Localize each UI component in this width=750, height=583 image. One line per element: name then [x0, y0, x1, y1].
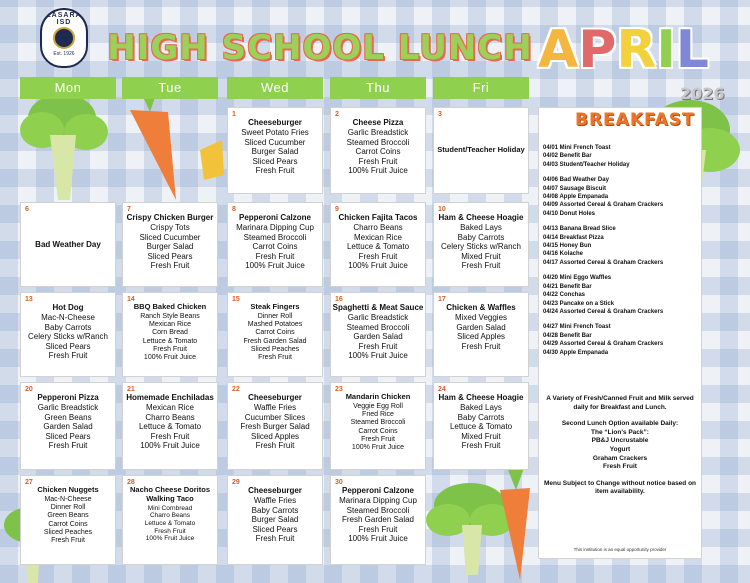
date-number: 15: [232, 296, 240, 303]
date-number: 14: [127, 296, 135, 303]
entree-title: BBQ Baked Chicken: [133, 302, 207, 311]
menu-item: Fresh Fruit: [51, 537, 85, 545]
breakfast-item: 04/03 Student/Teacher Holiday: [543, 161, 630, 168]
month-title: [538, 20, 709, 80]
menu-content: [228, 203, 322, 271]
menu-item: Fresh Fruit: [258, 354, 292, 362]
menu-item: 100% Fruit Juice: [140, 441, 200, 451]
day-header-fri: Fri: [433, 77, 529, 99]
menu-item: Baby Carrots: [251, 505, 299, 515]
menu-content: [331, 108, 425, 176]
menu-item: 100% Fruit Juice: [245, 261, 305, 271]
carrot-icon: [130, 88, 176, 200]
menu-content: [123, 203, 217, 271]
menu-item: 100% Fruit Juice: [348, 534, 408, 544]
entree-title: Chicken Fajita Tacos: [338, 213, 418, 222]
menu-item: Fresh Fruit: [461, 441, 501, 451]
menu-content: [434, 203, 528, 271]
day-cell: [227, 202, 323, 287]
menu-item: Fresh Fruit: [358, 251, 398, 261]
menu-item: 100% Fruit Juice: [348, 166, 408, 176]
menu-content: [228, 476, 322, 544]
menu-item: Lettuce & Tomato: [144, 520, 196, 527]
menu-content: [21, 476, 115, 545]
day-header-wed: Wed: [227, 77, 323, 99]
menu-item: Fresh Fruit: [255, 441, 295, 451]
menu-item: Crispy Tots: [150, 223, 190, 233]
menu-item: Fresh Fruit: [358, 341, 398, 351]
menu-item: Fresh Fruit: [150, 431, 190, 441]
menu-item: Mixed Fruit: [461, 251, 501, 261]
breakfast-item: 04/24 Assorted Cereal & Graham Crackers: [543, 308, 664, 315]
note-second-option: [539, 420, 701, 472]
month-letter: I: [656, 20, 676, 80]
menu-item: Ranch Style Beans: [140, 312, 200, 320]
breakfast-item: 04/29 Assorted Cereal & Graham Crackers: [543, 341, 664, 348]
menu-item: Garden Salad: [353, 332, 403, 342]
date-number: 16: [335, 296, 343, 303]
menu-item: Waffle Fries: [253, 403, 297, 413]
menu-item: Baby Carrots: [44, 322, 92, 332]
menu-item: Marinara Dipping Cup: [339, 496, 417, 506]
breakfast-item: 04/07 Sausage Biscuit: [543, 185, 607, 192]
day-header-tue: Tue: [122, 77, 218, 99]
menu-content: [21, 293, 115, 361]
menu-item: Carrot Coins: [48, 520, 88, 528]
breakfast-week: [543, 274, 702, 316]
breakfast-item: 04/13 Banana Bread Slice: [543, 226, 616, 233]
breakfast-item: 04/10 Donut Holes: [543, 210, 596, 217]
breakfast-item: 04/02 Benefit Bar: [543, 153, 592, 160]
menu-notes: [539, 395, 701, 505]
breakfast-week: [543, 176, 702, 218]
menu-content: [434, 383, 528, 451]
entree-title: Bad Weather Day: [35, 239, 101, 249]
day-cell: [122, 475, 218, 565]
day-cell: [227, 107, 323, 194]
entree-title: Cheeseburger: [248, 486, 302, 495]
menu-content: [123, 293, 217, 362]
lettuce-icon: [426, 483, 514, 575]
entree-title: Mandarin Chicken: [345, 392, 411, 401]
breakfast-item: 04/01 Mini French Toast: [543, 145, 611, 151]
school-logo: [40, 8, 88, 68]
breakfast-item: 04/15 Honey Bun: [543, 243, 592, 250]
date-number: 9: [335, 206, 339, 213]
menu-item: Mexican Rice: [148, 321, 191, 329]
menu-item: Sliced Cucumber: [244, 137, 306, 147]
note-fruit-milk: A Variety of Fresh/Canned Fruit and Milk served daily for Breakfast and Lunch.: [546, 395, 694, 411]
month-letter: R: [616, 20, 657, 80]
menu-item: Carrot Coins: [355, 147, 401, 157]
menu-item: Garlic Breadstick: [347, 313, 409, 323]
date-number: 22: [232, 386, 240, 393]
menu-item: Mixed Veggies: [454, 313, 508, 323]
entree-title: Ham & Cheese Hoagie: [438, 393, 524, 402]
menu-item: Fresh Fruit: [150, 261, 190, 271]
day-cell: [122, 382, 218, 470]
breakfast-item: 04/28 Benefit Bar: [543, 332, 592, 339]
date-number: 1: [232, 111, 236, 118]
month-letter: A: [538, 20, 579, 80]
breakfast-week: [543, 225, 702, 267]
menu-item: Fresh Fruit: [48, 441, 88, 451]
menu-item: Sliced Cucumber: [139, 232, 201, 242]
breakfast-item: 04/08 Apple Empanada: [543, 194, 609, 201]
menu-item: Sweet Potato Fries: [241, 128, 309, 138]
menu-item: Waffle Fries: [253, 496, 297, 506]
menu-item: Steamed Broccoli: [346, 505, 410, 515]
menu-item: Celery Sticks w/Ranch: [27, 332, 109, 342]
menu-item: Sliced Apples: [456, 332, 506, 342]
date-number: 29: [232, 479, 240, 486]
day-cell: [20, 292, 116, 377]
day-cell: [330, 382, 426, 470]
menu-item: Steamed Broccoli: [243, 232, 307, 242]
menu-item: Fresh Fruit: [461, 341, 501, 351]
menu-item: Sliced Pears: [252, 524, 298, 534]
note-line: Fresh Fruit: [603, 463, 637, 471]
breakfast-item: 04/16 Kolache: [543, 251, 584, 258]
entree-title: Steak Fingers: [250, 302, 300, 311]
menu-item: 100% Fruit Juice: [145, 535, 195, 543]
menu-item: Burger Salad: [251, 147, 299, 157]
breakfast-item: 04/14 Breakfast Pizza: [543, 234, 604, 241]
menu-item: Lettuce & Tomato: [142, 337, 198, 345]
menu-item: Veggie Egg Roll: [353, 402, 403, 410]
breakfast-item: 04/21 Benefit Bar: [543, 283, 592, 290]
menu-item: Charro Beans: [149, 512, 191, 520]
menu-content: [331, 476, 425, 544]
menu-item: Fresh Fruit: [358, 156, 398, 166]
menu-item: Fresh Fruit: [153, 345, 187, 353]
menu-item: Green Beans: [44, 412, 92, 422]
date-number: 7: [127, 206, 131, 213]
entree-title: Cheeseburger: [248, 393, 302, 402]
breakfast-item: 04/17 Assorted Cereal & Graham Crackers: [543, 259, 664, 266]
menu-item: Sliced Pears: [45, 341, 91, 351]
menu-item: Sliced Peaches: [250, 345, 300, 353]
menu-item: Green Beans: [47, 512, 89, 520]
menu-item: Fresh Fruit: [461, 261, 501, 271]
menu-item: Dinner Roll: [50, 504, 86, 512]
note-line: Second Lunch Option available Daily:: [561, 420, 679, 428]
date-number: 23: [335, 386, 343, 393]
day-cell: [330, 292, 426, 377]
entree-title: Nacho Cheese Doritos Walking Taco: [129, 485, 211, 503]
menu-item: Mexican Rice: [353, 232, 402, 242]
menu-item: Fried Rice: [362, 411, 394, 419]
menu-item: Burger Salad: [251, 515, 299, 525]
menu-item: Fresh Fruit: [255, 534, 295, 544]
menu-item: 100% Fruit Juice: [348, 351, 408, 361]
menu-item: Cucumber Slices: [244, 412, 306, 422]
menu-item: 100% Fruit Juice: [143, 354, 197, 362]
menu-item: Carrot Coins: [358, 427, 398, 435]
menu-content: [331, 383, 425, 452]
note-subject-to-change: Menu Subject to Change without notice based on item availability.: [543, 479, 697, 496]
month-letter: P: [578, 20, 617, 80]
menu-title: HIGH SCHOOL LUNCH: [107, 28, 533, 68]
date-number: 8: [232, 206, 236, 213]
breakfast-list: [543, 144, 702, 364]
menu-content: [228, 383, 322, 451]
entree-title: Cheeseburger: [248, 118, 302, 127]
menu-item: Mixed Fruit: [461, 431, 501, 441]
breakfast-item: 04/09 Assorted Cereal & Graham Crackers: [543, 202, 664, 209]
menu-item: Mac-N-Cheese: [41, 313, 95, 323]
equal-opportunity-statement: This institution is an equal opportunity provider: [573, 547, 667, 552]
menu-item: Mexican Rice: [145, 403, 194, 413]
logo-name: LASARA ISD: [46, 12, 82, 26]
breakfast-item: 04/22 Conchas: [543, 292, 586, 299]
menu-item: Fresh Garden Salad: [243, 337, 307, 345]
menu-item: Fresh Burger Salad: [240, 422, 310, 432]
day-cell: [122, 202, 218, 287]
day-cell: [122, 292, 218, 377]
month-letter: L: [675, 20, 709, 80]
menu-item: Sliced Pears: [252, 156, 298, 166]
menu-item: Corn Bread: [152, 329, 188, 337]
date-number: 10: [438, 206, 446, 213]
entree-title: Chicken Nuggets: [37, 485, 99, 494]
day-header-mon: Mon: [20, 77, 116, 99]
breakfast-item: 04/30 Apple Empanada: [543, 349, 609, 356]
year-label: 2026: [680, 84, 725, 103]
entree-title: Student/Teacher Holiday: [437, 144, 525, 154]
menu-item: Mini Cornbread: [147, 504, 193, 512]
menu-item: Steamed Broccoli: [346, 322, 410, 332]
day-cell: [227, 292, 323, 377]
entree-title: Pepperoni Pizza: [37, 393, 99, 402]
menu-item: Carrot Coins: [255, 329, 295, 337]
menu-item: Baked Lays: [460, 223, 502, 233]
day-cell: [433, 382, 529, 470]
date-number: 20: [25, 386, 33, 393]
note-line: PB&J Uncrustable: [591, 437, 649, 445]
date-number: 13: [25, 296, 33, 303]
menu-content: [123, 383, 217, 451]
menu-content: [228, 108, 322, 176]
menu-item: Mashed Potatoes: [247, 321, 303, 329]
entree-title: Pepperoni Calzone: [238, 213, 311, 222]
menu-item: Steamed Broccoli: [346, 137, 410, 147]
menu-content: [331, 293, 425, 361]
date-number: 21: [127, 386, 135, 393]
menu-item: Lettuce & Tomato: [346, 242, 410, 252]
menu-content: [228, 293, 322, 362]
menu-item: Fresh Fruit: [255, 166, 295, 176]
entree-title: Pepperoni Calzone: [341, 486, 414, 495]
menu-content: [21, 239, 115, 249]
menu-item: Mac-N-Cheese: [44, 495, 92, 503]
menu-content: [123, 476, 217, 543]
menu-item: Sliced Apples: [250, 431, 300, 441]
date-number: 30: [335, 479, 343, 486]
menu-item: Sliced Pears: [45, 431, 91, 441]
day-cell: [433, 107, 529, 194]
menu-item: Marinara Dipping Cup: [236, 223, 314, 233]
date-number: 2: [335, 111, 339, 118]
logo-seal: [53, 27, 75, 49]
date-number: 6: [25, 206, 29, 213]
menu-content: [434, 146, 528, 156]
menu-item: Baby Carrots: [457, 412, 505, 422]
day-cell: [227, 475, 323, 565]
menu-item: Burger Salad: [146, 242, 194, 252]
lettuce-icon: [20, 94, 108, 200]
breakfast-item: 04/23 Pancake on a Stick: [543, 300, 615, 307]
note-line: Yogurt: [609, 445, 631, 453]
menu-item: Dinner Roll: [257, 312, 293, 320]
breakfast-week: [543, 323, 702, 357]
day-cell: [20, 202, 116, 287]
menu-item: Steamed Broccoli: [350, 419, 406, 427]
menu-item: Lettuce & Tomato: [449, 422, 513, 432]
date-number: 28: [127, 479, 135, 486]
menu-item: Fresh Fruit: [358, 524, 398, 534]
entree-title: Cheese Pizza: [352, 118, 404, 127]
entree-title: Homemade Enchiladas: [126, 393, 214, 402]
menu-item: Sliced Pears: [147, 251, 193, 261]
menu-content: [21, 383, 115, 451]
menu-item: Garlic Breadstick: [37, 403, 99, 413]
menu-item: Sliced Peaches: [43, 528, 93, 536]
menu-item: Garden Salad: [456, 322, 506, 332]
day-cell: [433, 292, 529, 377]
menu-item: Fresh Fruit: [48, 351, 88, 361]
menu-item: Fresh Fruit: [154, 527, 186, 535]
date-number: 3: [438, 111, 442, 118]
day-header-thu: Thu: [330, 77, 426, 99]
menu-item: Fresh Fruit: [361, 435, 395, 443]
entree-title: Hot Dog: [52, 303, 84, 312]
entree-title: Crispy Chicken Burger: [126, 213, 214, 222]
breakfast-panel: [538, 107, 702, 559]
day-cell: [433, 202, 529, 287]
logo-est: Est. 1926: [53, 51, 75, 57]
breakfast-item: 04/06 Bad Weather Day: [543, 177, 609, 184]
day-cell: [330, 202, 426, 287]
entree-title: Ham & Cheese Hoagie: [438, 213, 524, 222]
menu-content: [331, 203, 425, 271]
menu-item: 100% Fruit Juice: [351, 444, 405, 452]
menu-item: Charro Beans: [145, 412, 195, 422]
day-cell: [20, 382, 116, 470]
menu-item: Carrot Coins: [252, 242, 298, 252]
date-number: 17: [438, 296, 446, 303]
menu-item: Charro Beans: [353, 223, 403, 233]
menu-item: Garden Salad: [43, 422, 93, 432]
day-cell: [330, 107, 426, 194]
menu-item: Fresh Fruit: [255, 251, 295, 261]
menu-item: Garlic Breadstick: [347, 128, 409, 138]
day-cell: [20, 475, 116, 565]
note-line: The “Lion's Pack”:: [591, 428, 649, 436]
breakfast-item: 04/20 Mini Eggo Waffles: [543, 275, 612, 282]
menu-item: Celery Sticks w/Ranch: [440, 242, 522, 252]
menu-item: 100% Fruit Juice: [348, 261, 408, 271]
menu-content: [434, 293, 528, 351]
day-cell: [227, 382, 323, 470]
date-number: 24: [438, 386, 446, 393]
date-number: 27: [25, 479, 33, 486]
entree-title: Spaghetti & Meat Sauce: [332, 303, 424, 312]
day-cell: [330, 475, 426, 565]
breakfast-title: BREAKFAST: [575, 110, 695, 130]
breakfast-week: [543, 144, 702, 169]
menu-item: Baked Lays: [460, 403, 502, 413]
breakfast-item: 04/27 Mini French Toast: [543, 324, 611, 331]
menu-item: Lettuce & Tomato: [138, 422, 202, 432]
menu-item: Baby Carrots: [457, 232, 505, 242]
pepper-icon: [200, 140, 224, 180]
menu-item: Fresh Garden Salad: [341, 515, 415, 525]
entree-title: Chicken & Waffles: [446, 303, 516, 312]
note-line: Graham Crackers: [592, 454, 648, 462]
